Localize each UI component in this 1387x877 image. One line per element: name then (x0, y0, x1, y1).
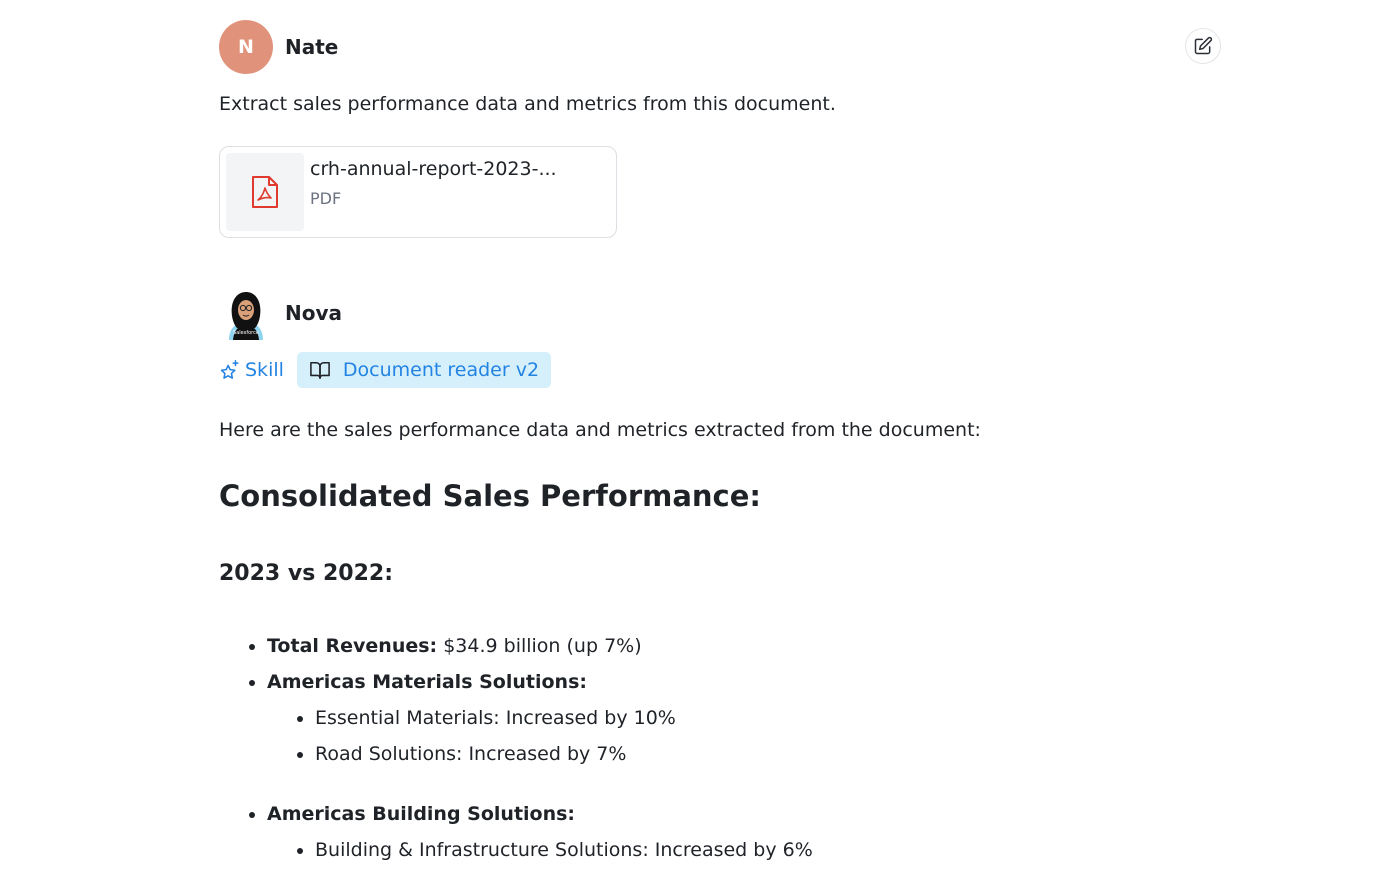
assistant-name: Nova (285, 301, 343, 325)
sparkle-star-icon (219, 359, 241, 381)
skill-row (219, 352, 551, 388)
skill-label: Skill (245, 359, 284, 381)
user-name: Nate (285, 35, 339, 59)
list-item (267, 664, 1222, 796)
list-item (267, 628, 1222, 664)
skill-chip-label: Document reader v2 (342, 359, 540, 381)
attachment-thumbnail (226, 153, 304, 231)
sub-list-item: • Road Solutions: Increased by 7% (315, 736, 1222, 772)
skill-link[interactable] (219, 359, 284, 381)
edit-icon (1193, 36, 1213, 56)
list-item-label: Total Revenues: (267, 635, 438, 657)
list-item-value: $34.9 billion (up 7%) (437, 635, 642, 657)
attachment-card[interactable] (219, 146, 617, 238)
list-item-label: Americas Materials Solutions: (267, 671, 587, 693)
assistant-avatar (219, 286, 273, 340)
section-heading: Consolidated Sales Performance: (219, 479, 762, 513)
sub-list-item: • Essential Materials: Increased by 10% (315, 700, 1222, 736)
section-subheading: 2023 vs 2022: (219, 561, 394, 586)
attachment-name: crh-annual-report-2023-... (310, 158, 557, 180)
assistant-intro: Here are the sales performance data and metrics extracted from the document: (219, 419, 981, 441)
book-icon (309, 360, 331, 380)
assistant-message-header (219, 286, 342, 340)
svg-text:Salesforce: Salesforce (233, 330, 259, 336)
user-avatar: N (219, 20, 273, 74)
skill-chip[interactable] (297, 352, 551, 388)
list-item (267, 796, 1222, 868)
user-message-header (219, 20, 338, 74)
attachment-type: PDF (310, 189, 342, 208)
user-message-text: Extract sales performance data and metrics from this document. (219, 93, 836, 115)
pdf-icon (250, 174, 280, 210)
list-item-label: Americas Building Solutions: (267, 803, 576, 825)
sub-list-item: • Building & Infrastructure Solutions: Increased by 6% (315, 832, 1222, 868)
edit-message-button[interactable] (1185, 28, 1221, 64)
metrics-list (219, 628, 1222, 861)
